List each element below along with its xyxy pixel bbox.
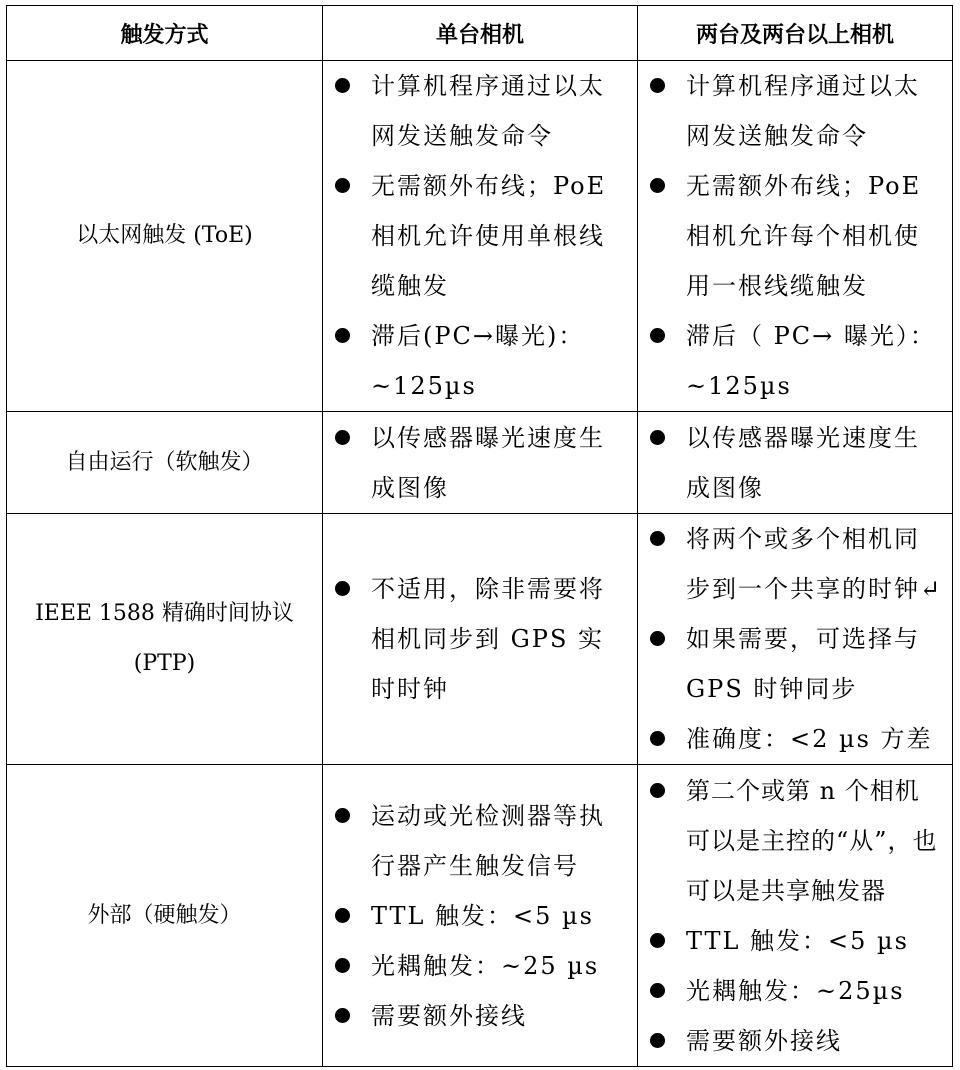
table-row bbox=[7, 412, 953, 514]
list-item-text: 光耦触发：~25 µs bbox=[371, 951, 600, 980]
list-item bbox=[323, 61, 629, 161]
list-item bbox=[323, 891, 629, 941]
list-item-text: 计算机程序通过以太网发送触发命令 bbox=[371, 72, 605, 150]
bullet-icon bbox=[650, 531, 665, 546]
list-item bbox=[638, 1016, 944, 1066]
list-item bbox=[638, 614, 944, 714]
list-item-text: 准确度：<2 µs 方差 bbox=[686, 725, 933, 753]
list-item-text: 运动或光检测器等执行器产生触发信号 bbox=[371, 801, 605, 880]
bullet-list bbox=[323, 413, 629, 513]
list-item bbox=[638, 311, 944, 411]
bullet-list bbox=[323, 791, 629, 1041]
bullet-icon bbox=[650, 731, 665, 746]
list-item bbox=[323, 791, 629, 891]
list-item bbox=[638, 916, 944, 966]
method-label: 自由运行（软触发） bbox=[65, 449, 264, 475]
list-item-text: 如果需要，可选择与 GPS 时钟同步 bbox=[686, 625, 920, 703]
list-item-text: 需要额外接线 bbox=[371, 1001, 527, 1030]
method-cell bbox=[7, 412, 323, 514]
list-item-text: 无需额外布线；PoE相机允许使用单根线缆触发 bbox=[371, 172, 607, 300]
bullet-icon bbox=[335, 178, 350, 193]
list-item bbox=[638, 61, 944, 161]
bullet-icon bbox=[335, 328, 350, 343]
bullet-icon bbox=[650, 933, 665, 948]
method-label: 以太网触发 (ToE) bbox=[76, 223, 253, 248]
method-label-sub: (PTP) bbox=[133, 651, 196, 676]
method-cell bbox=[7, 61, 323, 412]
multi-camera-cell bbox=[638, 61, 953, 412]
list-item-text: 需要额外接线 bbox=[686, 1026, 842, 1055]
bullet-icon bbox=[335, 908, 350, 923]
bullet-icon bbox=[650, 178, 665, 193]
bullet-list bbox=[638, 61, 944, 411]
single-camera-cell bbox=[323, 514, 638, 765]
method-cell bbox=[7, 765, 323, 1067]
header-trigger-method: 触发方式 bbox=[7, 6, 323, 61]
bullet-icon bbox=[335, 958, 350, 973]
list-item bbox=[323, 311, 629, 411]
bullet-icon bbox=[650, 783, 665, 798]
multi-camera-cell bbox=[638, 412, 953, 514]
method-label: 外部（硬触发） bbox=[87, 902, 242, 928]
multi-camera-cell bbox=[638, 765, 953, 1067]
list-item-text: TTL 触发：<5 µs bbox=[371, 901, 594, 930]
bullet-icon bbox=[650, 631, 665, 646]
list-item-text: 无需额外布线；PoE相机允许每个相机使用一根线缆触发 bbox=[686, 172, 922, 300]
list-item bbox=[638, 766, 944, 916]
single-camera-cell bbox=[323, 765, 638, 1067]
list-item-text: TTL 触发：<5 µs bbox=[686, 926, 909, 955]
multi-camera-cell bbox=[638, 514, 953, 765]
list-item-text: 不适用，除非需要将相机同步到 GPS 实时时钟 bbox=[371, 575, 605, 703]
bullet-list bbox=[323, 61, 629, 411]
list-item bbox=[323, 413, 629, 513]
list-item bbox=[638, 413, 944, 513]
table-row bbox=[7, 765, 953, 1067]
list-item bbox=[638, 161, 944, 311]
list-item-text: 滞后（ PC→ 曝光）：~125µs bbox=[686, 322, 936, 400]
comparison-table-container bbox=[6, 5, 953, 1067]
bullet-icon bbox=[650, 78, 665, 93]
list-item bbox=[323, 161, 629, 311]
list-item bbox=[323, 941, 629, 991]
list-item-text: 计算机程序通过以太网发送触发命令 bbox=[686, 72, 920, 150]
method-cell bbox=[7, 514, 323, 765]
table-row bbox=[7, 61, 953, 412]
bullet-list bbox=[638, 413, 944, 513]
list-item-text: 以传感器曝光速度生成图像 bbox=[371, 423, 605, 502]
trigger-comparison-table bbox=[6, 5, 953, 1067]
bullet-icon bbox=[650, 1033, 665, 1048]
single-camera-cell bbox=[323, 412, 638, 514]
bullet-icon bbox=[335, 430, 350, 445]
header-row bbox=[7, 6, 953, 61]
bullet-icon bbox=[335, 581, 350, 596]
list-item bbox=[638, 714, 944, 764]
list-item bbox=[323, 991, 629, 1041]
table-row bbox=[7, 514, 953, 765]
list-item-text: 将两个或多个相机同步到一个共享的时钟↵ bbox=[686, 525, 943, 603]
bullet-list bbox=[323, 564, 629, 714]
bullet-icon bbox=[650, 328, 665, 343]
method-label: IEEE 1588 精确时间协议 bbox=[35, 601, 294, 626]
bullet-list bbox=[638, 514, 944, 764]
list-item bbox=[638, 966, 944, 1016]
list-item-text: 滞后(PC→曝光)：~125µs bbox=[371, 322, 585, 400]
bullet-icon bbox=[335, 808, 350, 823]
list-item bbox=[323, 564, 629, 714]
list-item-text: 光耦触发：~25µs bbox=[686, 976, 905, 1005]
header-multi-camera: 两台及两台以上相机 bbox=[638, 6, 953, 61]
list-item bbox=[638, 514, 944, 614]
list-item-text: 以传感器曝光速度生成图像 bbox=[686, 423, 920, 502]
bullet-list bbox=[638, 766, 944, 1066]
list-item-text: 第二个或第 n 个相机可以是主控的“从”，也可以是共享触发器 bbox=[686, 776, 938, 905]
bullet-icon bbox=[335, 78, 350, 93]
bullet-icon bbox=[650, 430, 665, 445]
bullet-icon bbox=[335, 1008, 350, 1023]
single-camera-cell bbox=[323, 61, 638, 412]
header-single-camera: 单台相机 bbox=[323, 6, 638, 61]
bullet-icon bbox=[650, 983, 665, 998]
